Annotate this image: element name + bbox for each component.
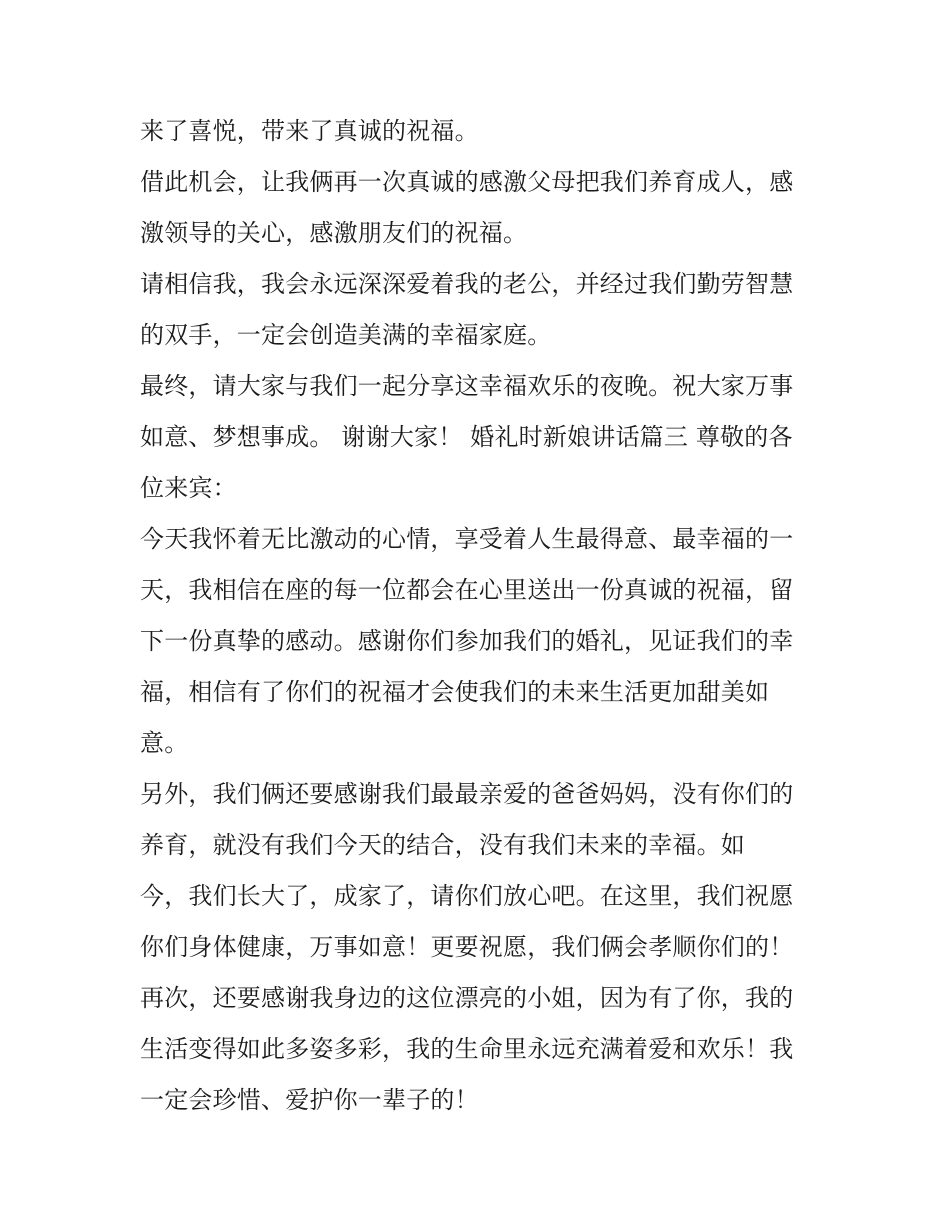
text-line: 养育，就没有我们今天的结合，没有我们未来的幸福。如 — [140, 831, 745, 859]
text-line: 借此机会，让我俩再一次真诚的感激父母把我们养育成人，感 — [140, 168, 794, 196]
text-line: 再次，还要感谢我身边的这位漂亮的小姐，因为有了你，我的 — [140, 984, 794, 1012]
text-line: 位来宾： — [140, 474, 237, 502]
text-line: 另外，我们俩还要感谢我们最最亲爱的爸爸妈妈，没有你们的 — [140, 780, 794, 808]
document-body — [140, 106, 820, 1126]
text-line: 如意、梦想事成。 谢谢大家！ 婚礼时新娘讲话篇三 尊敬的各 — [140, 423, 793, 451]
text-line: 请相信我，我会永远深深爱着我的老公，并经过我们勤劳智慧 — [140, 270, 794, 298]
text-line: 下一份真挚的感动。感谢你们参加我们的婚礼，见证我们的幸 — [140, 627, 794, 655]
text-line: 今，我们长大了，成家了，请你们放心吧。在这里，我们祝愿 — [140, 882, 794, 910]
text-line: 今天我怀着无比激动的心情，享受着人生最得意、最幸福的一 — [140, 525, 794, 553]
text-line: 天，我相信在座的每一位都会在心里送出一份真诚的祝福，留 — [140, 576, 794, 604]
text-line: 最终，请大家与我们一起分享这幸福欢乐的夜晚。祝大家万事 — [140, 372, 794, 400]
text-line: 的双手，一定会创造美满的幸福家庭。 — [140, 321, 552, 349]
text-line: 激领导的关心，感激朋友们的祝福。 — [140, 219, 528, 247]
text-line: 生活变得如此多姿多彩，我的生命里永远充满着爱和欢乐！我 — [140, 1035, 794, 1063]
text-line: 福，相信有了你们的祝福才会使我们的未来生活更加甜美如 — [140, 678, 770, 706]
text-line: 来了喜悦，带来了真诚的祝福。 — [140, 117, 479, 145]
text-line: 你们身体健康，万事如意！更要祝愿，我们俩会孝顺你们的！ — [140, 933, 794, 961]
text-line: 一定会珍惜、爱护你一辈子的！ — [140, 1086, 479, 1114]
text-line: 意。 — [140, 729, 189, 757]
